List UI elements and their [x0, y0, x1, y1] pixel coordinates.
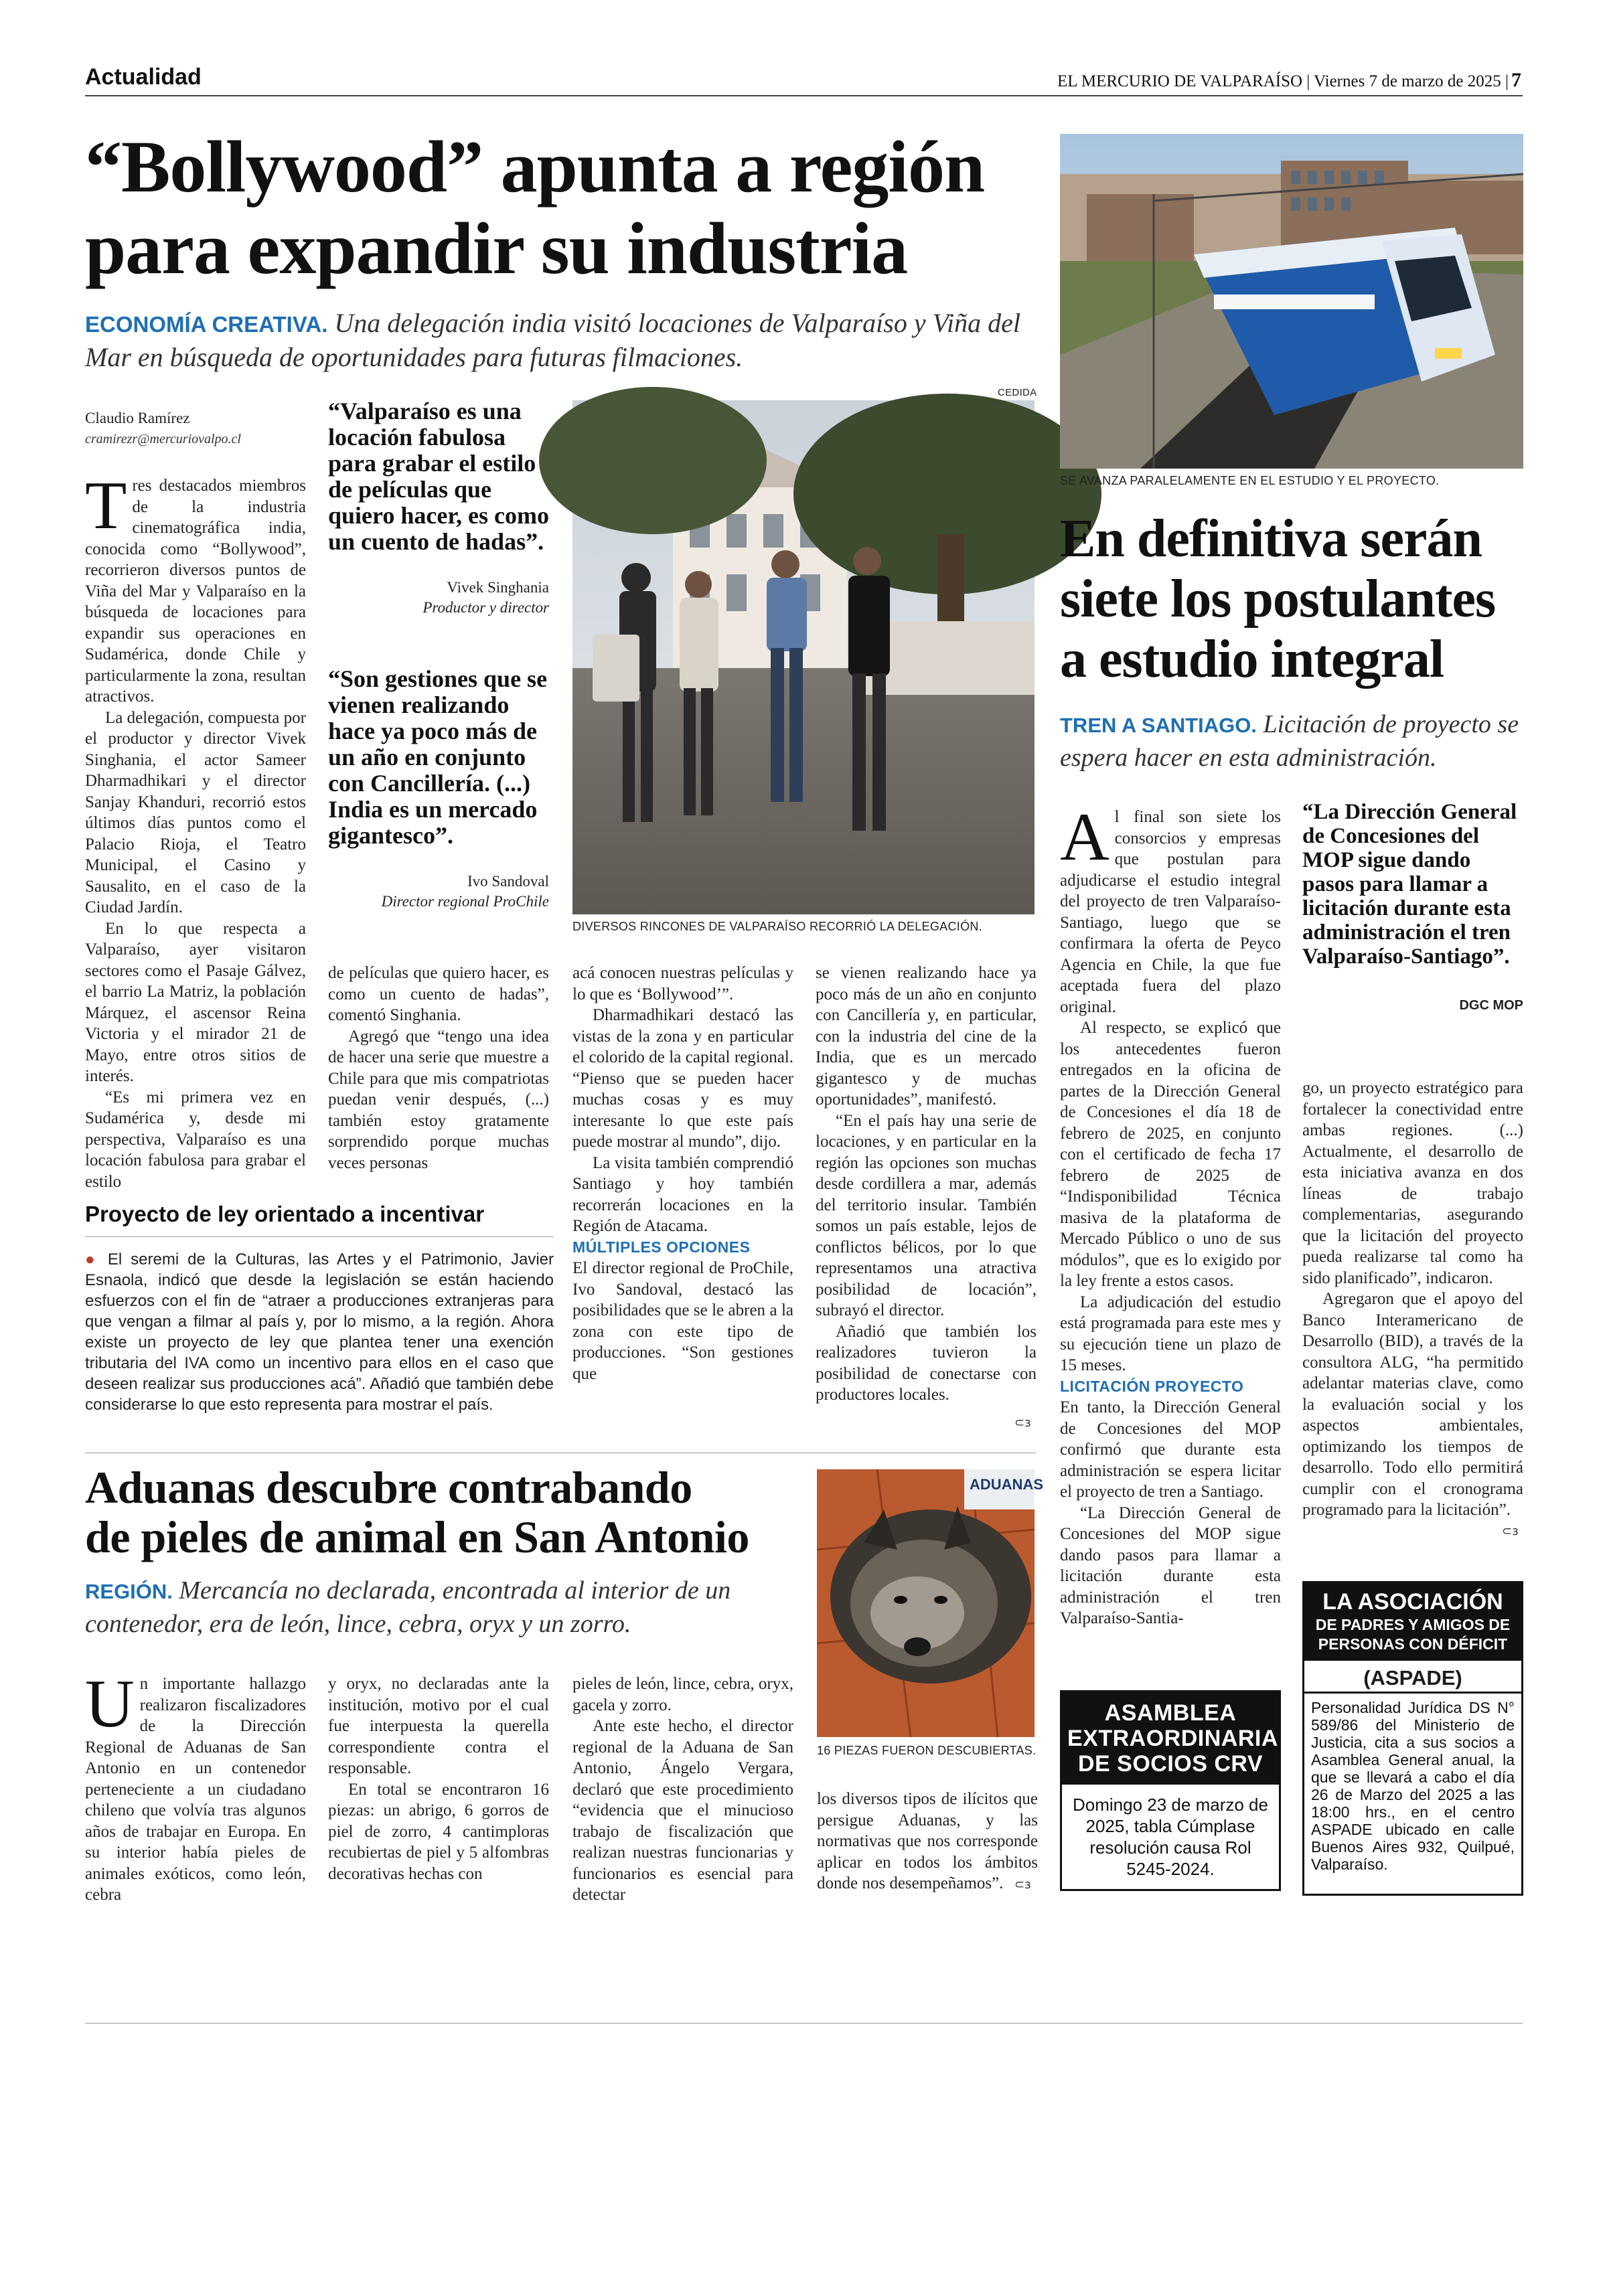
crv-notice-title: ASAMBLEA EXTRAORDINARIA DE SOCIOS CRV: [1062, 1692, 1279, 1785]
article1-column-3: [572, 963, 793, 1445]
article2-col1-p3: La adjudicación del estudio está programada para este mes y su ejecución tiene un plazo de 15 meses.: [1060, 1293, 1281, 1374]
article1-headline-line1: “Bollywood” apunta a región: [85, 126, 985, 208]
article3-column-2: [328, 1673, 549, 1914]
article2-headline-line2: siete los postulantes: [1060, 570, 1496, 629]
sidebar-bullet: ●: [85, 1250, 99, 1268]
article1-kicker: ECONOMÍA CREATIVA.: [85, 312, 328, 337]
article1-subhead: MÚLTIPLES OPCIONES: [572, 1238, 751, 1256]
sidebar-text: El seremi de la Culturas, las Artes y el Patrimonio, Javier Esnaola, indicó que desde la legislación se están haciendo esfuerzos con el fin de “atraer a producciones extranjeras para que vengan a filmar al país y, por lo mismo, a la región. Ahora existe un proyecto de ley que plantea tener una exención tributaria del IVA como un incentivo para ellos en el caso que deseen realizar sus producciones acá”. Añadió que también debe considerarse lo que esto representa para mostrar el país.: [85, 1250, 554, 1414]
article1-end-mark: ⊂ɜ: [1014, 1416, 1031, 1430]
aspade-body: Personalidad Jurídica DS N° 589/86 del Ministerio de Justicia, cita a sus socios a Asamblea General anual, la que se llevará a cabo el día 26 de Marzo del 2025 a las 18:00 hrs., en el centro ASPADE ubicado en calle Buenos Aires 932, Quilpué, Valparaíso.: [1311, 1699, 1515, 1873]
article1-headline: [85, 126, 1036, 289]
sidebar-body: [85, 1249, 554, 1443]
article1-col1-p3: En lo que respecta a Valparaíso, ayer visitaron sectores como el Pasaje Gálvez, el barrio La Matriz, la población Márquez, el ascensor Reina Victoria y el mirador 21 de Mayo, entre otros sitios de interés.: [85, 919, 306, 1085]
article2-headline-line3: a estudio integral: [1060, 630, 1444, 689]
train-photo-art: [1060, 134, 1523, 469]
article2-column-1: [1060, 799, 1281, 1650]
article2-column-2: [1302, 1078, 1523, 1546]
article1-col3-p2: Dharmadhikari destacó las vistas de la zona y en particular el colorido de la capital regional. “Pienso que se pueden hacer muchas cosas y es muy interesante lo que este país puede mostrar al mundo”, dijo.: [572, 1006, 793, 1151]
article3-column-1: [85, 1666, 306, 1914]
article2-headline-line1: En definitiva serán: [1060, 509, 1482, 568]
article1-col3-p3: La visita también comprendió Santiago y hoy también recorrerán locaciones en la Región de Atacama.: [572, 1153, 793, 1235]
article2-end-mark: ⊂ɜ: [1502, 1524, 1519, 1538]
article3-headline: [85, 1463, 822, 1562]
article3-col3-p2: Ante este hecho, el director regional de la Aduana de San Antonio, Ángelo Vergara, declaró que este procedimiento “evidencia que el minucioso trabajo de fiscalización que realizan nuestras funcionarias y funcionarios es esencial para detectar: [572, 1717, 793, 1904]
masthead: [1057, 69, 1521, 92]
article2-lead: Licitación de proyecto se espera hacer en esta administración.: [1060, 710, 1519, 772]
article3-col1-p1: n importante hallazgo realizaron fiscalizadores de la Dirección Regional de Aduanas de San Antonio en un contenedor perteneciente a un ciudadano chileno que volvía tras algunos años de trabajar en Europa. En su interior había pieles de animales exóticos, como león, cebra: [85, 1675, 306, 1904]
header-rule: [85, 95, 1523, 96]
article3-column-4: [817, 1789, 1038, 1922]
article3-col4-p1: los diversos tipos de ilícitos que persigue Aduanas, y las normativas que nos corresponde aplicar en todos los ámbitos donde nos desempeñamos”.: [817, 1790, 1038, 1892]
article1-column-1: [85, 468, 306, 1191]
article3-headline-line1: Aduanas descubre contrabando: [85, 1462, 692, 1513]
article3-end-mark: ⊂ɜ: [1014, 1878, 1031, 1892]
article1-headline-line2: para expandir su industria: [85, 208, 908, 289]
article2-col2-p2: Agregaron que el apoyo del Banco Interamericano de Desarrollo (BID), a través de la consultora ALG, “ha permitido adelantar materias clave, como la evaluación social y los aspectos ambientales, optimizando los tiempos de desarrollo. Todo ello permitirá cumplir con el cronograma programado para la licitación”.: [1302, 1290, 1523, 1519]
quote1-text: “Valparaíso es una locación fabulosa para grabar el estilo de películas que quiero hacer, es como un cuento de hadas”.: [328, 398, 549, 555]
article1-email[interactable]: cramirezr@mercuriovalpo.cl: [85, 432, 241, 446]
article1-column-4: [816, 963, 1037, 1445]
article1-quote-1: [328, 398, 549, 618]
article3-dropcap: U: [85, 1666, 135, 1742]
quote2-role: Director regional ProChile: [381, 893, 549, 910]
sidebar-title-rule: [85, 1236, 554, 1237]
aspade-acronym: (ASPADE): [1304, 1661, 1521, 1694]
quote2-name: Ivo Sandoval: [467, 873, 549, 890]
article1-byline: Claudio Ramírez: [85, 410, 190, 426]
article2-col1-p5: “La Dirección General de Concesiones del MOP sigue dando pasos para llamar a licitación durante esta administración el tren Valparaíso-Santia-: [1060, 1503, 1281, 1627]
crv-notice: [1060, 1690, 1281, 1891]
aspade-notice: [1302, 1581, 1523, 1896]
delegation-photo: [572, 400, 1035, 914]
article3-column-3: [572, 1673, 793, 1914]
article1-dropcap: T: [85, 468, 127, 544]
article1-col1-p1: res destacados miembros de la industria cinematográfica india, conocida como “Bollywood”, recorrieron diversos puntos de Viña del Mar y Valparaíso en la búsqueda de locaciones para expandir sus operaciones en Sudamérica, donde Chile y particularmente la zona, resultan atractivos.: [85, 477, 306, 706]
fur-photo-art: [817, 1469, 1043, 1737]
masthead-text: EL MERCURIO DE VALPARAÍSO | Viernes 7 de marzo de 2025 |: [1057, 72, 1509, 90]
article2-dropcap: A: [1060, 799, 1109, 875]
photo1-caption: DIVERSOS RINCONES DE VALPARAÍSO RECORRIÓ LA DELEGACIÓN.: [572, 920, 982, 933]
article2-headline: [1060, 509, 1529, 689]
article3-col2-p2: En total se encontraron 16 piezas: un abrigo, 6 gorros de piel de zorro, 4 cantimploras recubiertas de piel y 5 alfombras decorativas hechas con: [328, 1780, 549, 1883]
aspade-header: [1304, 1583, 1521, 1661]
aspade-title: LA ASOCIACIÓN: [1322, 1589, 1503, 1615]
article1-col4-p2: “En el país hay una serie de locaciones, y en particular en la región las opciones son muchas desde cordillera a mar, además del territorio insular. También somos un país estable, lejos de conflictos bélicos, por lo que representamos una atractiva posibilidad de locación”, subrayó el director.: [816, 1111, 1037, 1319]
photo2-caption: SE AVANZA PARALELAMENTE EN EL ESTUDIO Y EL PROYECTO.: [1060, 474, 1440, 487]
article2-quote-source: DGC MOP: [1459, 998, 1523, 1013]
page-bottom-rule: [85, 2023, 1523, 2024]
article1-col1-p4: “Es mi primera vez en Sudamérica y, desde mi perspectiva, Valparaíso es una locación fabulosa para grabar el estilo: [85, 1088, 306, 1191]
article1-col3-p4: El director regional de ProChile, Ivo Sandoval, destacó las posibilidades que se le abren a la zona con este tipo de producciones. “Son gestiones que: [572, 1259, 793, 1383]
article2-subhead: LICITACIÓN PROYECTO: [1060, 1377, 1244, 1395]
photo3-caption: 16 PIEZAS FUERON DESCUBIERTAS.: [817, 1744, 1037, 1757]
article2-quote: [1302, 800, 1523, 1015]
article2-col1-p2: Al respecto, se explicó que los antecedentes fueron entregados en la oficina de partes de la Dirección General de Concesiones el día 18 de febrero de 2025, en conjunto con el certificado de fecha 17 febrero de 2025 de “Indisponibilidad Técnica masiva de la plataforma de Mercado Público o uno de sus módulos”, que es lo exigido por la ley frente a estos casos.: [1060, 1019, 1281, 1290]
quote1-role: Productor y director: [423, 599, 549, 616]
article1-lead: Una delegación india visitó locaciones de Valparaíso y Viña del Mar en búsqueda de oportunidades para futuras filmaciones.: [85, 308, 1021, 372]
article2-quote-text: “La Dirección General de Concesiones del MOP sigue dando pasos para llamar a licitación durante esta administración el tren Valparaíso-Santiago”.: [1302, 800, 1517, 969]
fur-photo-sign: ADUANAS: [970, 1476, 1043, 1493]
train-photo: [1060, 134, 1523, 469]
fur-photo: [817, 1469, 1043, 1737]
article2-col1-p1: l final son siete los consorcios y empresas que postulan para adjudicarse el estudio integral del proyecto de tren Valparaíso-Santiago, luego que se confirmara la oferta de Peyco Agencia en Chile, la que fue aceptada fuera del plazo original.: [1060, 808, 1281, 1016]
article2-kicker: TREN A SANTIAGO.: [1060, 714, 1257, 737]
aspade-subtitle: DE PADRES Y AMIGOS DE PERSONAS CON DÉFICIT: [1315, 1616, 1511, 1653]
article3-lead-block: [85, 1574, 795, 1640]
crv-notice-body: Domingo 23 de marzo de 2025, tabla Cúmplase resolución causa Rol 5245-2024.: [1073, 1795, 1268, 1879]
section-label: Actualidad: [85, 64, 202, 90]
sidebar-title: Proyecto de ley orientado a incentivar: [85, 1202, 485, 1226]
quote2-text: “Son gestiones que se vienen realizando hace ya poco más de un año en conjunto con Cancillería. (...) India es un mercado gigantesco”.: [328, 665, 548, 849]
quote1-name: Vivek Singhania: [447, 579, 549, 596]
article3-lead: Mercancía no declarada, encontrada al interior de un contenedor, era de león, lince, cebra, oryx y un zorro.: [85, 1576, 731, 1638]
article1-col4-p1: se vienen realizando hace ya poco más de un año en conjunto con Cancillería y, en particular, con la industria del cine de la India, que es un mercado gigantesco y de muchas oportunidades”, manifestó.: [816, 964, 1037, 1109]
article2-col1-p4: En tanto, la Dirección General de Concesiones del MOP confirmó que durante esta administración se espera licitar el proyecto de tren a Santiago.: [1060, 1398, 1281, 1501]
article1-quote-2: [328, 666, 549, 912]
article1-lead-block: [85, 307, 1036, 374]
page-number: 7: [1511, 69, 1521, 91]
article1-col4-p3: Añadió que también los realizadores tuvieron la posibilidad de conectarse con productores locales.: [816, 1322, 1037, 1404]
article2-lead-block: [1060, 708, 1529, 774]
article2-col2-p1: go, un proyecto estratégico para fortalecer la conectividad entre ambas regiones. (...) Actualmente, el desarrollo de esta iniciativa avanza en dos líneas de trabajo complementarias, asegurando que la licitación del proyecto pueda realizarse tal como ha sido planificado”, indicaron.: [1302, 1079, 1523, 1287]
delegation-photo-art: [572, 400, 1035, 914]
article1-column-2: [328, 963, 549, 1177]
article3-col3-p1: pieles de león, lince, cebra, oryx, gacela y zorro.: [572, 1675, 793, 1714]
article1-col3-p1: acá conocen nuestras películas y lo que es ‘Bollywood’”.: [572, 964, 793, 1003]
article3-headline-line2: de pieles de animal en San Antonio: [85, 1511, 749, 1562]
article1-col2-p2: Agregó que “tengo una idea de hacer una serie que muestre a Chile para que mis compatriotas puedan venir después, (...) también estoy gratamente sorprendido porque muchas veces personas: [328, 1027, 549, 1172]
article1-col2-p1: de películas que quiero hacer, es como un cuento de hadas”, comentó Singhania.: [328, 964, 549, 1024]
article1-col1-p2: La delegación, compuesta por el productor y director Vivek Singhania, el actor Sameer Dharmadhikari y el director Sanjay Khanduri, recorrió estos últimos días puntos como el Palacio Rioja, el Teatro Municipal, el Casino y Sausalito, en el caso de la Ciudad Jardín.: [85, 708, 306, 916]
article3-col2-p1: y oryx, no declaradas ante la institución, motivo por el cual fue interpuesta la querella correspondiente contra el responsable.: [328, 1675, 549, 1777]
photo1-credit: CEDIDA: [998, 387, 1037, 398]
article3-kicker: REGIÓN.: [85, 1580, 173, 1603]
